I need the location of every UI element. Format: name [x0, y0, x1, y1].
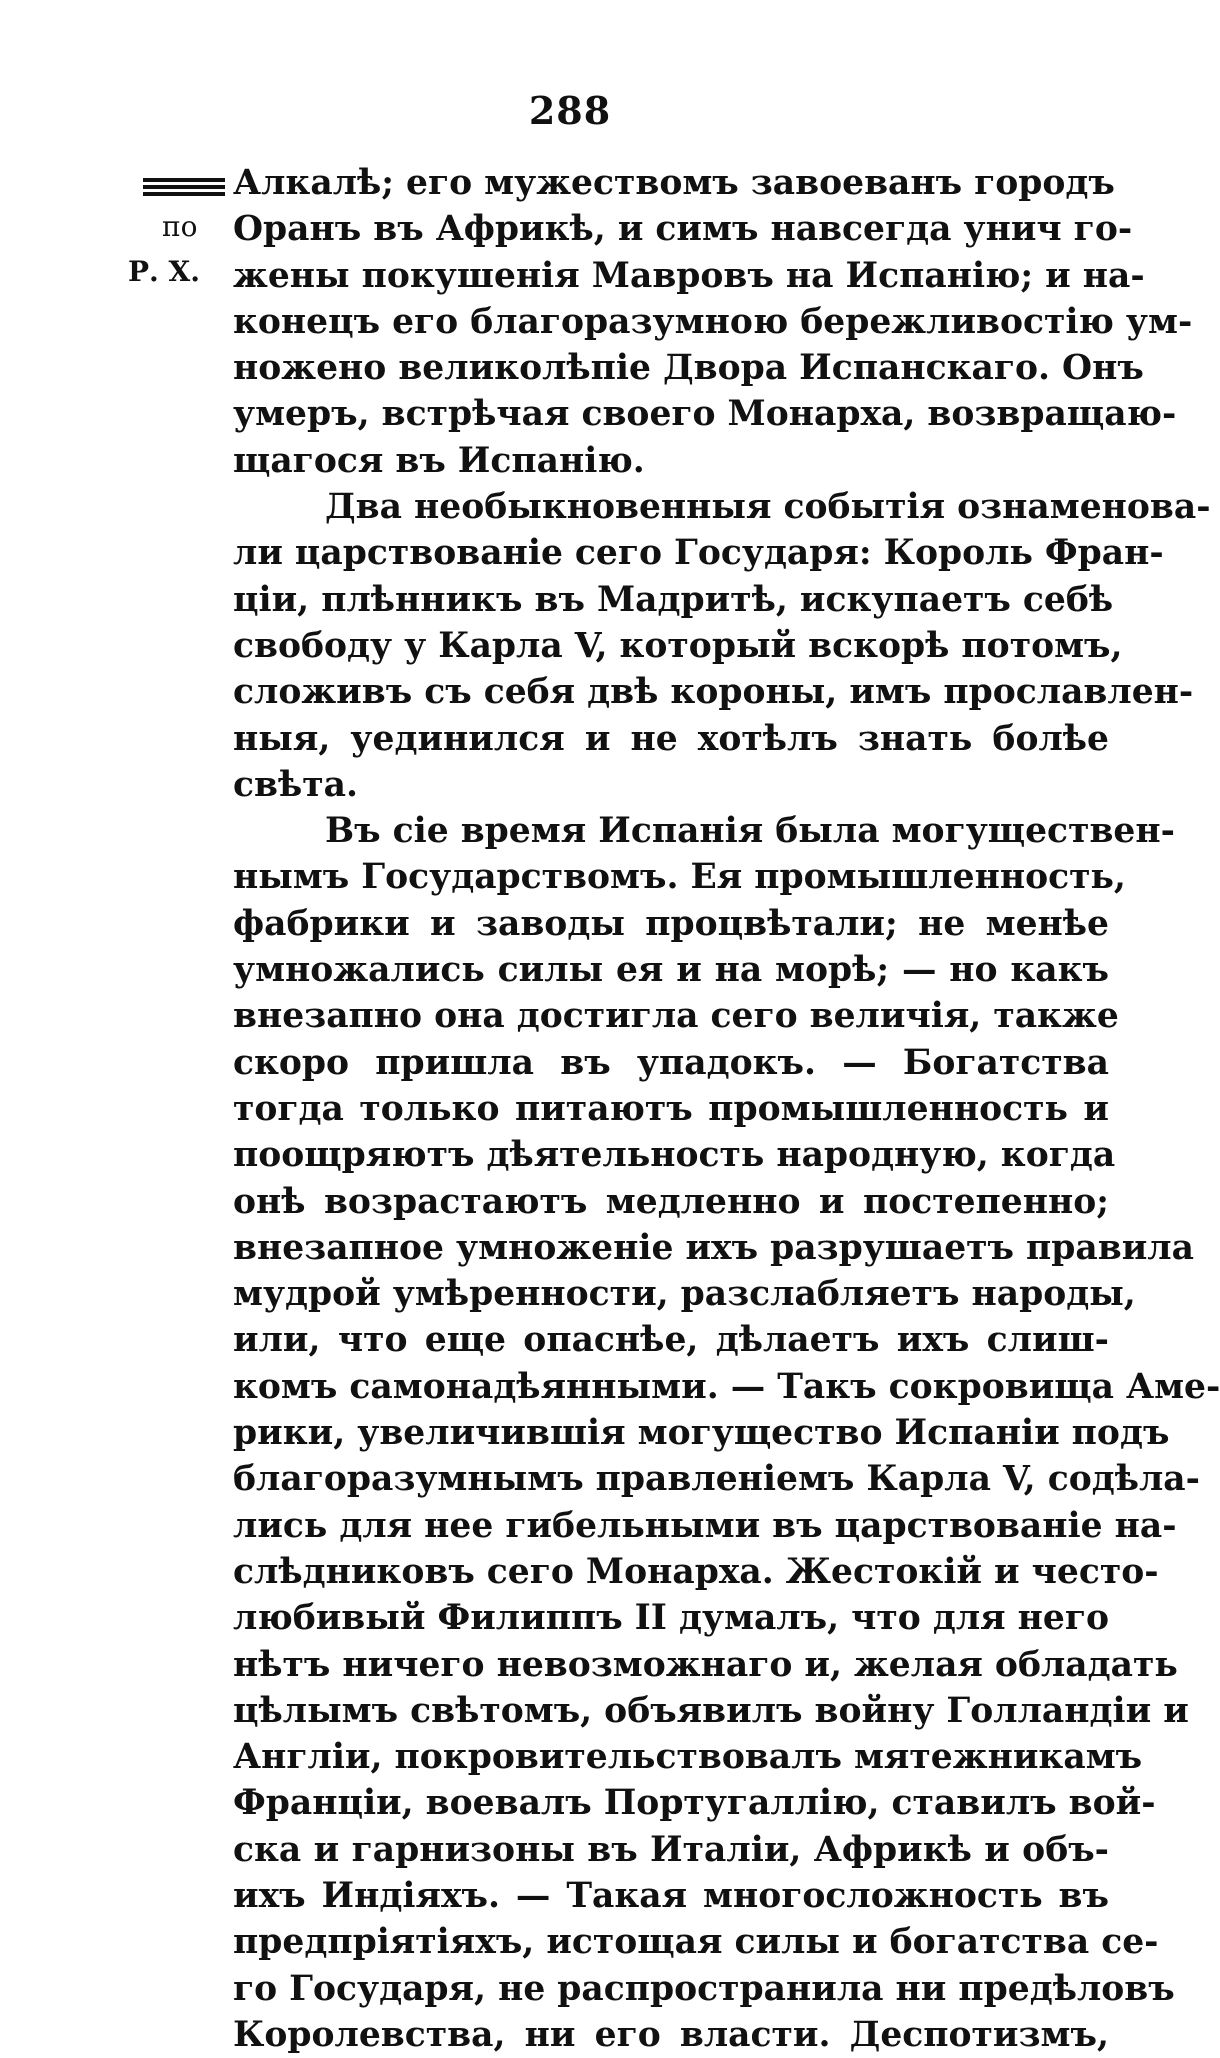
body-text [233, 160, 1220, 2058]
text-line: ихъ Индіяхъ. — Такая многосложность въ [233, 1875, 1109, 1916]
margin-rule [143, 185, 225, 189]
page-number: 288 [528, 88, 612, 133]
text-line: свѣта. [233, 764, 358, 805]
text-line: ли царствованіе сего Государя: Король Фран- [233, 533, 1164, 574]
text-line: конецъ его благоразумною бережливостію ум- [233, 301, 1193, 342]
text-line: ныя, уединился и не хотѣлъ знать болѣе [233, 718, 1109, 759]
text-line: сложивъ съ себя двѣ короны, имъ прославлен- [233, 672, 1194, 713]
text-line: онѣ возрастаютъ медленно и постепенно; [233, 1181, 1109, 1222]
text-line: внезапное умноженіе ихъ разрушаетъ правила [233, 1227, 1194, 1268]
text-line: Въ сіе время Испанія была могуществен- [325, 811, 1175, 852]
text-line: Англіи, покровительствовалъ мятежникамъ [233, 1737, 1143, 1778]
text-line: поощряютъ дѣятельность народную, когда [233, 1135, 1116, 1176]
text-line: благоразумнымъ правленіемъ Карла V, содѣла- [233, 1459, 1200, 1500]
text-line: Оранъ въ Африкѣ, и симъ навсегда унич го- [233, 209, 1133, 250]
text-line: жены покушенія Мавровъ на Испанію; и на- [233, 255, 1145, 296]
text-line: ножено великолѣпіе Двора Испанскаго. Онъ [233, 348, 1144, 389]
text-line: нѣтъ ничего невозможнаго и, желая обладать [233, 1644, 1178, 1685]
text-line: фабрики и заводы процвѣтали; не менѣе [233, 903, 1109, 944]
text-line: или, что еще опаснѣе, дѣлаетъ ихъ слиш- [233, 1320, 1109, 1361]
text-line: ціи, плѣнникъ въ Мадритѣ, искупаетъ себѣ [233, 579, 1114, 620]
text-line: скоро пришла въ упадокъ. — Богатства [233, 1042, 1109, 1083]
text-line: тогда только питаютъ промышленность и [233, 1088, 1109, 1129]
text-line: мудрой умѣренности, разслабляетъ народы, [233, 1274, 1136, 1315]
text-line: комъ самонадѣянными. — Такъ сокровища Аме- [233, 1366, 1220, 1407]
text-line: щагося въ Испанію. [233, 440, 645, 481]
text-line: умножались силы ея и на морѣ; — но какъ [233, 950, 1109, 991]
text-line: цѣлымъ свѣтомъ, объявилъ войну Голландіи и [233, 1690, 1189, 1731]
text-line: предпріятіяхъ, истощая силы и богатства се- [233, 1922, 1159, 1963]
text-line: рики, увеличившія могущество Испаніи подъ [233, 1413, 1170, 1454]
text-line: Алкалѣ; его мужествомъ завоеванъ городъ [233, 163, 1115, 203]
margin-note-rkh: Р. Х. [128, 255, 201, 288]
text-line: свободу у Карла V, который вскорѣ потомъ, [233, 625, 1123, 666]
text-line: ска и гарнизоны въ Италіи, Африкѣ и объ- [233, 1829, 1109, 1870]
text-line: Франціи, воевалъ Португаллію, ставилъ вой- [233, 1783, 1156, 1824]
text-line: Королевства, ни его власти. Деспотизмъ, [233, 2014, 1109, 2055]
text-line: слѣдниковъ сего Монарха. Жестокій и често- [233, 1551, 1159, 1592]
text-line: Два необыкновенныя событія ознаменова- [325, 487, 1211, 528]
text-line: го Государя, не распространила ни предѣловъ [233, 1968, 1175, 2009]
text-line: внезапно она достигла сего величія, также [233, 996, 1119, 1037]
text-line: нымъ Государствомъ. Ея промышленность, [233, 857, 1126, 898]
text-line: лись для нее гибельными въ царствованіе на- [233, 1505, 1177, 1546]
text-line: умеръ, встрѣчая своего Монарха, возвращаю- [233, 394, 1177, 435]
margin-rule [143, 192, 225, 196]
text-line: любивый Филиппъ II думалъ, что для него [233, 1598, 1109, 1639]
margin-note-po: по [162, 210, 198, 243]
margin-rule [143, 178, 225, 182]
